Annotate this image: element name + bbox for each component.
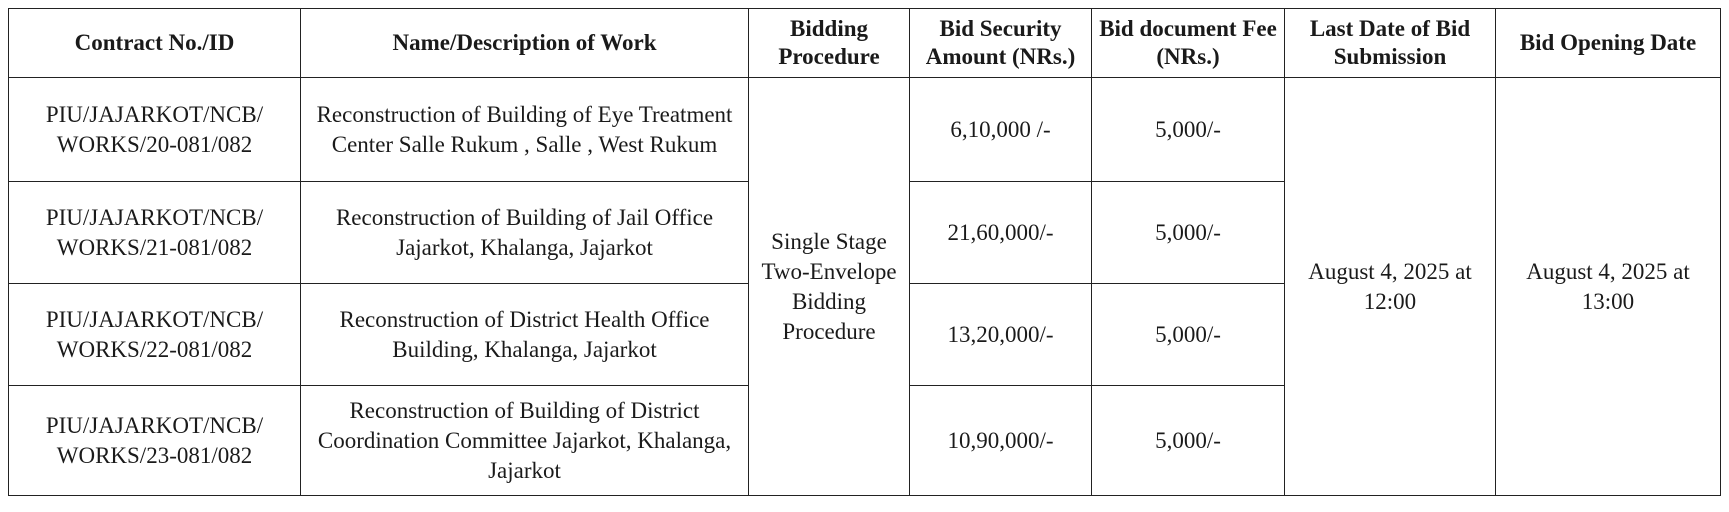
last-date-cell: August 4, 2025 at 12:00 — [1285, 78, 1496, 496]
document-fee-cell: 5,000/- — [1092, 386, 1285, 496]
header-last-date: Last Date of Bid Submission — [1285, 9, 1496, 78]
table-header-row — [9, 9, 1721, 78]
document-fee-cell: 5,000/- — [1092, 284, 1285, 386]
opening-date-cell: August 4, 2025 at 13:00 — [1496, 78, 1721, 496]
bid-notice-table — [8, 8, 1721, 496]
header-security: Bid Security Amount (NRs.) — [910, 9, 1092, 78]
document-fee-cell: 5,000/- — [1092, 182, 1285, 284]
header-opening-date: Bid Opening Date — [1496, 9, 1721, 78]
description-cell: Reconstruction of Building of District Coordination Committee Jajarkot, Khalanga, Jajarkot — [301, 386, 749, 496]
description-cell: Reconstruction of District Health Office Building, Khalanga, Jajarkot — [301, 284, 749, 386]
description-cell: Reconstruction of Building of Jail Office Jajarkot, Khalanga, Jajarkot — [301, 182, 749, 284]
description-cell: Reconstruction of Building of Eye Treatment Center Salle Rukum , Salle , West Rukum — [301, 78, 749, 182]
security-amount-cell: 13,20,000/- — [910, 284, 1092, 386]
contract-id-cell: PIU/JAJARKOT/NCB/ WORKS/22-081/082 — [9, 284, 301, 386]
contract-id-cell: PIU/JAJARKOT/NCB/ WORKS/20-081/082 — [9, 78, 301, 182]
security-amount-cell: 21,60,000/- — [910, 182, 1092, 284]
contract-id-cell: PIU/JAJARKOT/NCB/ WORKS/21-081/082 — [9, 182, 301, 284]
table-row — [9, 78, 1721, 182]
document-fee-cell: 5,000/- — [1092, 78, 1285, 182]
security-amount-cell: 10,90,000/- — [910, 386, 1092, 496]
contract-id-cell: PIU/JAJARKOT/NCB/ WORKS/23-081/082 — [9, 386, 301, 496]
bidding-procedure-cell: Single Stage Two-Envelope Bidding Procedure — [749, 78, 910, 496]
security-amount-cell: 6,10,000 /- — [910, 78, 1092, 182]
header-fee: Bid document Fee (NRs.) — [1092, 9, 1285, 78]
header-contract-id: Contract No./ID — [9, 9, 301, 78]
header-description: Name/Description of Work — [301, 9, 749, 78]
header-procedure: Bidding Procedure — [749, 9, 910, 78]
